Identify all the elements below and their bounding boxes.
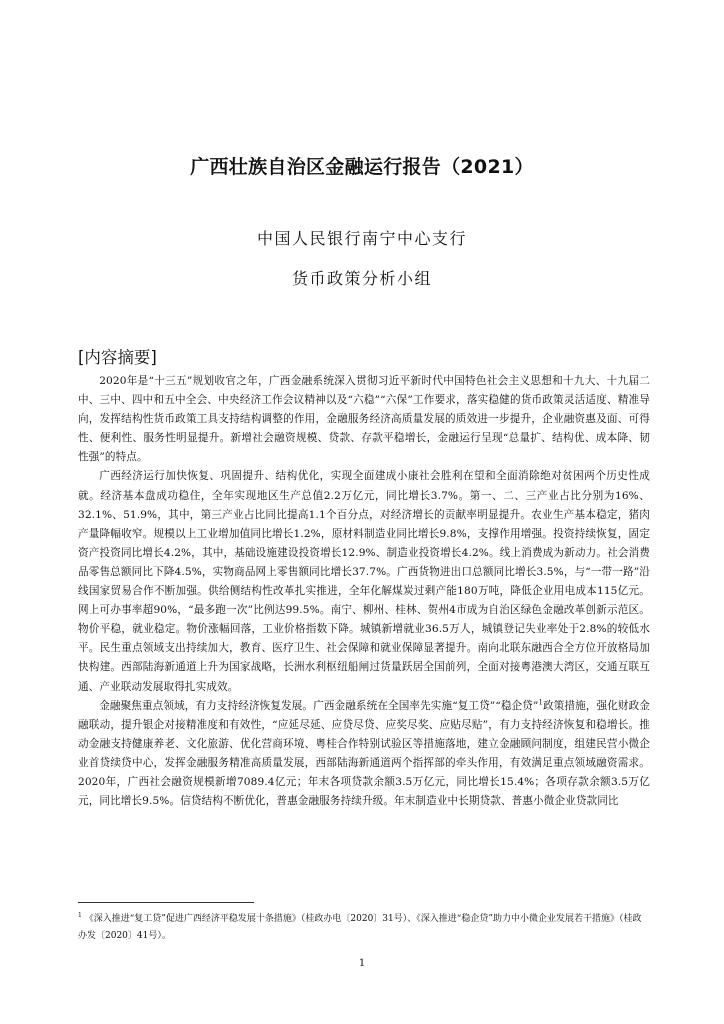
page-number: 1 — [358, 958, 366, 969]
paragraph-text: 广西经济运行加快恢复、巩固提升、结构优化，实现全面建成小康社会胜利在望和全面消除绝对贫困两个历史性成就。经济基本盘成功稳住，全年实现地区生产总值2.2万亿元，同比增长3.7%。第一、二、三产业占比分别为16%、32.1%、51.9%，其中，第三产业占比同比提高1.1个百分点，对经济增长的贡献率明显提升。农业生产基本稳定，猪肉产量降幅收窄。规模以上工业增加值同比增长1.2%，原材料制造业同比增长9.8%，支撑作用增强。投资持续恢复，固定资产投资同比增长4.2%，其中，基础设施建设投资增长12.9%、制造业投资增长4.2%。线上消费成为新动力。社会消费品零售总额同比下降4.5%，实物商品网上零售额同比增长37.7%。广西货物进出口总额同比增长3.5%，与“一带一路”沿线国家贸易合作不断加强。供给侧结构性改革扎实推进，全年化解煤炭过剩产能180万吨，降低企业用电成本115亿元。网上可办事率超90%，“最多跑一次”比例达99.5%。南宁、柳州、桂林、贺州4市成为自治区绿色金融改革创新示范区。物价平稳，就业稳定。物价涨幅回落，工业价格指数下降。城镇新增就业36.5万人，城镇登记失业率处于2.8%的较低水平。民生重点领域支出持续加大，教育、医疗卫生、社会保障和就业保障显著提升。南向北联东融西合全方位开放格局加快构建。西部陆海新通道上升为国家战略，长洲水利枢纽船闸过货量跃居全国前列，全面对接粤港澳大湾区，交通互联互通、产业联动发展取得扎实成效。 — [78, 470, 650, 693]
author-group: 货币政策分析小组 — [291, 269, 432, 288]
paragraph — [78, 467, 650, 696]
footnote — [78, 908, 650, 944]
report-title: 广西壮族自治区金融运行报告（2021） — [190, 156, 534, 178]
abstract-body — [78, 372, 650, 811]
footnote-marker: 1 — [78, 912, 82, 919]
paragraph — [78, 372, 650, 467]
paragraph-text: 2020年是“十三五”规划收官之年，广西金融系统深入贯彻习近平新时代中国特色社会主义思想和十九大、十九届二中、三中、四中和五中全会、中央经济工作会议精神以及“六稳”“六保”工作要求，落实稳健的货币政策灵活适度、精准导向，发挥结构性货币政策工具支持结构调整的作用，金融服务经济高质量发展的质效进一步提升，企业融资惠及面、可得性、便利性、服务性明显提升。新增社会融资规模、贷款、存款平稳增长，金融运行呈现“总量扩、结构优、成本降、韧性强”的特点。 — [78, 375, 650, 464]
footnote-divider — [78, 902, 254, 903]
paragraph — [78, 697, 650, 812]
organization-name: 中国人民银行南宁中心支行 — [256, 229, 467, 248]
footnote-ref[interactable]: 1 — [538, 698, 544, 707]
paragraph-text: 金融聚焦重点领域，有力支持经济恢复发展。广西金融系统在全国率先实施“复工贷”“稳企贷” — [99, 699, 539, 712]
footnote-text: 《深入推进“复工贷”促进广西经济平稳发展十条措施》（桂政办电〔2020〕31号）、《深入推进“稳企贷”助力中小微企业发展若干措施》（桂政办发〔2020〕41号）。 — [78, 914, 642, 941]
section-heading: [内容摘要] — [78, 348, 157, 367]
paragraph-text: 政策措施，强化财政金融联动，提升银企对接精准度和有效性，“应延尽延、应贷尽贷、应奖尽奖、应贴尽贴”，有力支持经济恢复和稳增长。推动金融支持健康养老、文化旅游、优化营商环境、粤桂合作特别试验区等措施落地，建立金融顾问制度，组建民营小微企业首贷续贷中心，发挥金融服务精准高质量发展，西部陆海新通道两个指挥部的牵头作用，有效满足重点领域融资需求。2020年，广西社会融资规模新增7089.4亿元；年末各项贷款余额3.5万亿元，同比增长15.4%；各项存款余额3.5万亿元，同比增长9.5%。信贷结构不断优化，普惠金融服务持续升级。年末制造业中长期贷款、普惠小微企业贷款同比 — [78, 699, 651, 808]
